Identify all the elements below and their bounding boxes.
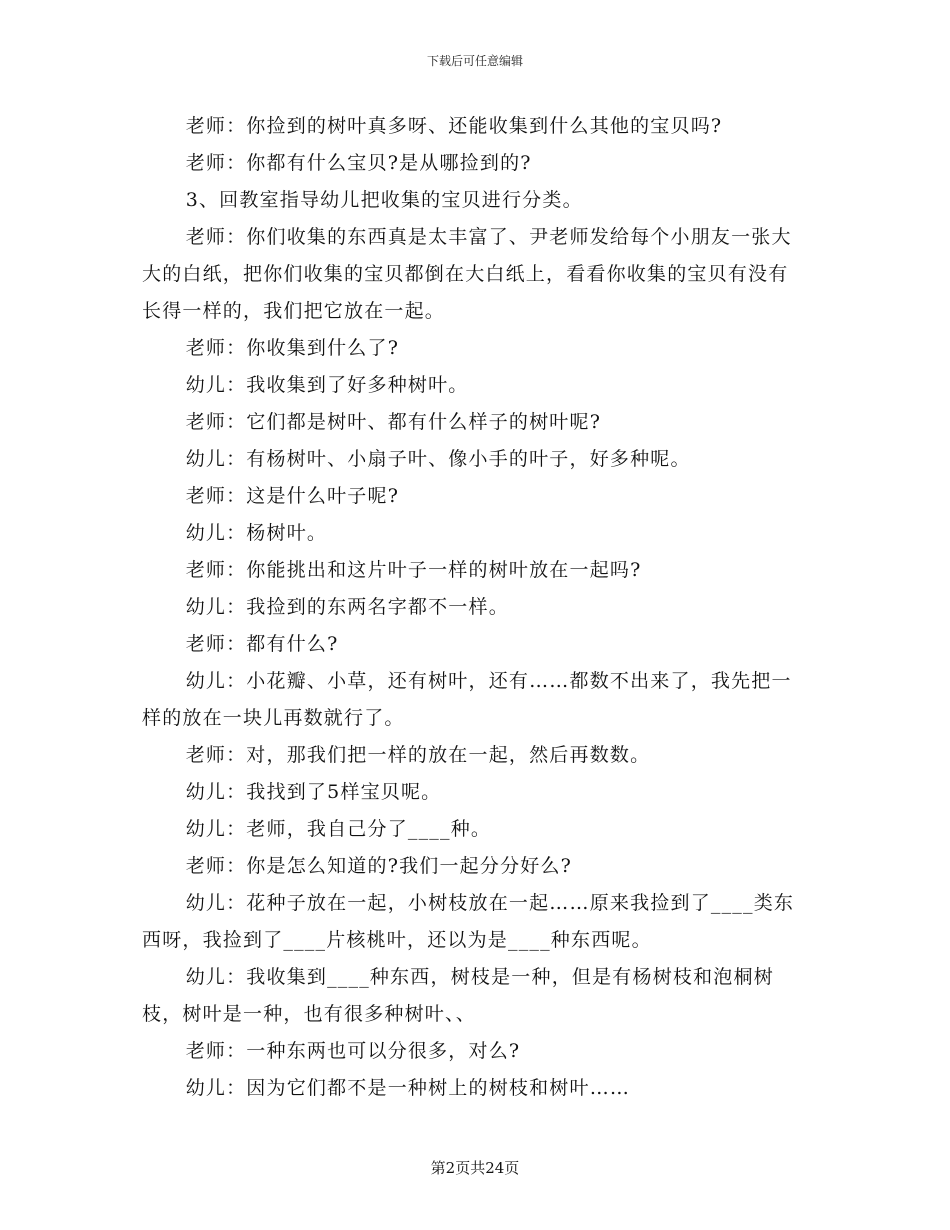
paragraph-8: 幼儿：有杨树叶、小扇子叶、像小手的叶子，好多种呢。 — [185, 448, 691, 470]
paragraph-9: 老师：这是什么叶子呢? — [185, 485, 400, 507]
paragraph-1: 老师：你捡到的树叶真多呀、还能收集到什么其他的宝贝吗? — [185, 115, 723, 137]
paragraph-22: 幼儿：因为它们都不是一种树上的树枝和树叶…… — [185, 1077, 631, 1099]
paragraph-13: 老师：都有什么? — [185, 633, 339, 655]
paragraph-15: 老师：对，那我们把一样的放在一起，然后再数数。 — [185, 744, 651, 766]
paragraph-14: 幼儿：小花瓣、小草，还有树叶，还有……都数不出来了，我先把一样的放在一块儿再数就行了。 — [142, 670, 792, 729]
paragraph-11: 老师：你能挑出和这片叶子一样的树叶放在一起吗? — [185, 559, 642, 581]
document-body — [142, 108, 804, 1107]
paragraph-21: 老师：一种东两也可以分很多，对么? — [185, 1040, 521, 1062]
page-header-note: 下载后可任意编辑 — [426, 54, 523, 68]
paragraph-3: 3、回教室指导幼儿把收集的宝贝进行分类。 — [185, 189, 583, 211]
paragraph-16: 幼儿：我找到了5样宝贝呢。 — [185, 781, 442, 803]
paragraph-6: 幼儿：我收集到了好多种树叶。 — [185, 374, 469, 396]
paragraph-10: 幼儿：杨树叶。 — [185, 522, 328, 544]
paragraph-17: 幼儿：老师，我自己分了____种。 — [185, 818, 492, 840]
page-footer-page-number: 第2页共24页 — [430, 1159, 520, 1177]
paragraph-2: 老师：你都有什么宝贝?是从哪捡到的? — [185, 152, 532, 174]
paragraph-12: 幼儿：我捡到的东两名字都不一样。 — [185, 596, 509, 618]
paragraph-18: 老师：你是怎么知道的?我们一起分分好么? — [185, 855, 573, 877]
paragraph-19: 幼儿：花种子放在一起，小树枝放在一起……原来我捡到了____类东西呀，我捡到了____片核桃叶，还以为是____种东西呢。 — [142, 892, 795, 951]
paragraph-4: 老师：你们收集的东西真是太丰富了、尹老师发给每个小朋友一张大大的白纸，把你们收集的宝贝都倒在大白纸上，看看你收集的宝贝有没有长得一样的，我们把它放在一起。 — [142, 226, 792, 322]
paragraph-7: 老师：它们都是树叶、都有什么样子的树叶呢? — [185, 411, 602, 433]
paragraph-5: 老师：你收集到什么了? — [185, 337, 400, 359]
paragraph-20: 幼儿：我收集到____种东西，树枝是一种，但是有杨树枝和泡桐树枝，树叶是一种，也有很多种树叶、、 — [142, 966, 774, 1025]
